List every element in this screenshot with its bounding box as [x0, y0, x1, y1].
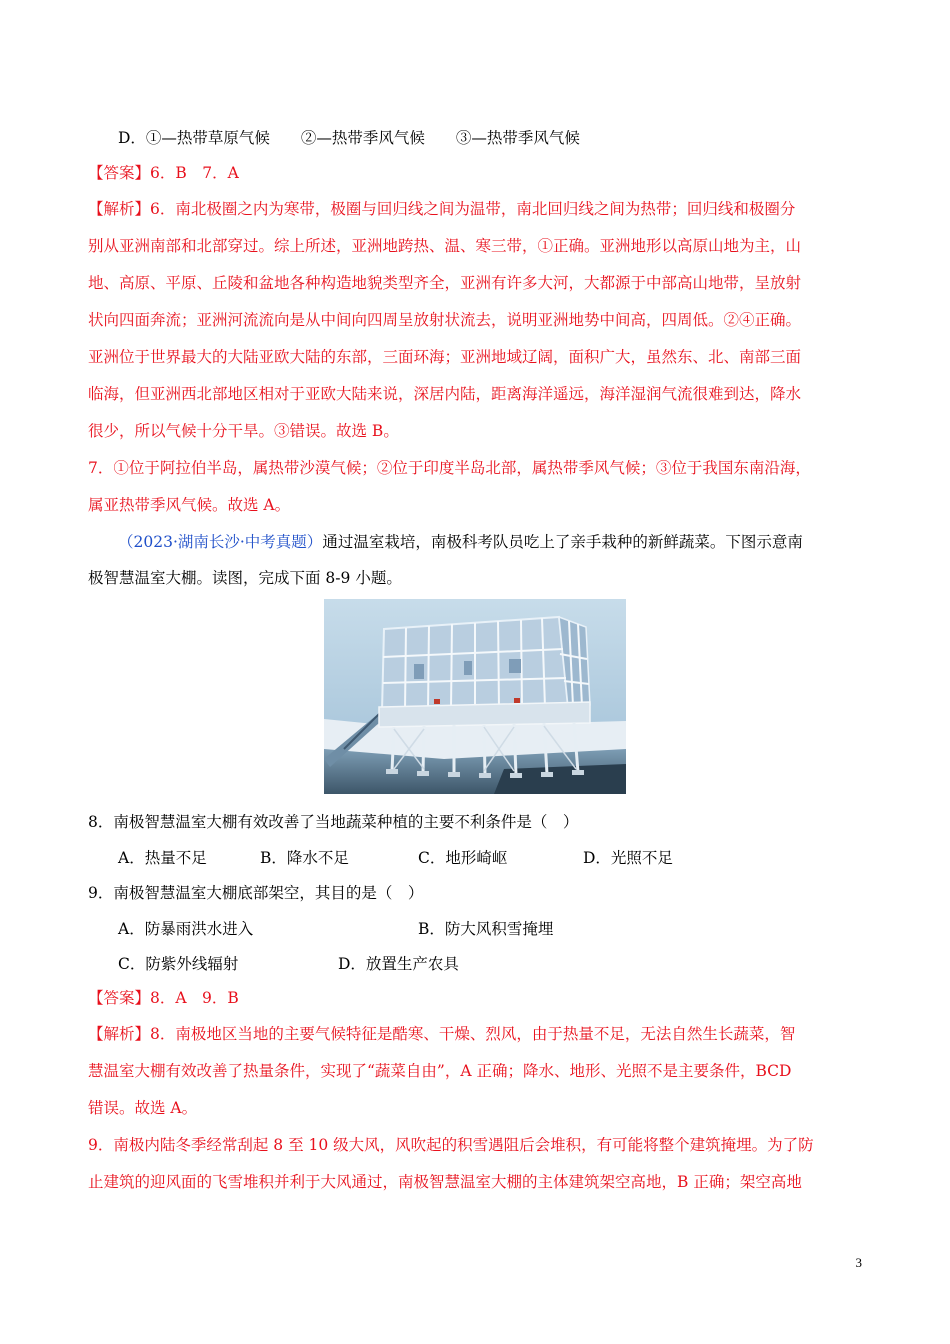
analysis-line-6: 临海，但亚洲西北部地区相对于亚欧大陆来说，深居内陆，距离海洋遥远，海洋湿润气流很难到达，降水: [88, 385, 802, 403]
analysis-line-2: 别从亚洲南部和北部穿过。综上所述，亚洲地跨热、温、寒三带，①正确。亚洲地形以高原山地为主，山: [88, 237, 802, 255]
analysis-line-9: 属亚热带季风气候。故选 A。: [88, 496, 291, 514]
answer-6-7: 【答案】6．B 7．A: [88, 164, 239, 182]
page-number: 3: [855, 1255, 862, 1270]
analysis-line-3: 地、高原、平原、丘陵和盆地各种构造地貌类型齐全，亚洲有许多大河，大都源于中部高山地带，呈放射: [88, 274, 802, 292]
question-source: （2023·湖南长沙·中考真题）: [118, 533, 323, 551]
q8-option-b: B．降水不足: [260, 849, 349, 867]
analysis2-line-4: 9．南极内陆冬季经常刮起 8 至 10 级大风，风吹起的积雪遇阻后会堆积，有可能将整个建筑掩埋。为了防: [88, 1136, 814, 1154]
question-8-stem: 8．南极智慧温室大棚有效改善了当地蔬菜种植的主要不利条件是（ ）: [88, 813, 579, 831]
analysis2-line-5: 止建筑的迎风面的飞雪堆积并利于大风通过，南极智慧温室大棚的主体建筑架空高地，B 正确；架空高地: [88, 1173, 802, 1191]
q8-option-d: D．光照不足: [583, 849, 673, 867]
intro-text-1: 通过温室栽培，南极科考队员吃上了亲手栽种的新鲜蔬菜。下图示意南: [322, 533, 803, 551]
q8-option-c: C．地形崎岖: [418, 849, 508, 867]
q9-option-a: A．防暴雨洪水进入: [118, 920, 254, 938]
greenhouse-photo: [324, 599, 626, 794]
analysis-line-8: 7．①位于阿拉伯半岛，属热带沙漠气候；②位于印度半岛北部，属热带季风气候；③位于我国东南沿海，: [88, 459, 811, 477]
analysis-line-7: 很少，所以气候十分干旱。③错误。故选 B。: [88, 422, 399, 440]
option-d-prev: D．①—热带草原气候 ②—热带季风气候 ③—热带季风气候: [118, 129, 580, 147]
analysis-line-5: 亚洲位于世界最大的大陆亚欧大陆的东部，三面环海；亚洲地域辽阔，面积广大，虽然东、北、南部三面: [88, 348, 802, 366]
question-9-stem: 9．南极智慧温室大棚底部架空，其目的是（ ）: [88, 884, 424, 902]
intro-text-2: 极智慧温室大棚。读图，完成下面 8-9 小题。: [88, 569, 402, 587]
analysis2-line-3: 错误。故选 A。: [88, 1099, 198, 1117]
q9-option-d: D．放置生产农具: [338, 955, 459, 973]
question-intro: [118, 532, 803, 552]
q9-option-c: C．防紫外线辐射: [118, 955, 239, 973]
analysis2-line-1: 【解析】8．南极地区当地的主要气候特征是酷寒、干燥、烈风，由于热量不足，无法自然生长蔬菜，智: [88, 1025, 796, 1043]
q9-option-b: B．防大风积雪掩埋: [418, 920, 554, 938]
analysis-line-1: 【解析】6．南北极圈之内为寒带，极圈与回归线之间为温带，南北回归线之间为热带；回归线和极圈分: [88, 200, 796, 218]
analysis2-line-2: 慧温室大棚有效改善了热量条件，实现了“蔬菜自由”，A 正确；降水、地形、光照不是主要条件，BCD: [88, 1062, 792, 1080]
answer-8-9: 【答案】8．A 9．B: [88, 989, 239, 1007]
q8-option-a: A．热量不足: [118, 849, 207, 867]
analysis-line-4: 状向四面奔流；亚洲河流流向是从中间向四周呈放射状流去，说明亚洲地势中间高，四周低。②④正确。: [88, 311, 802, 329]
